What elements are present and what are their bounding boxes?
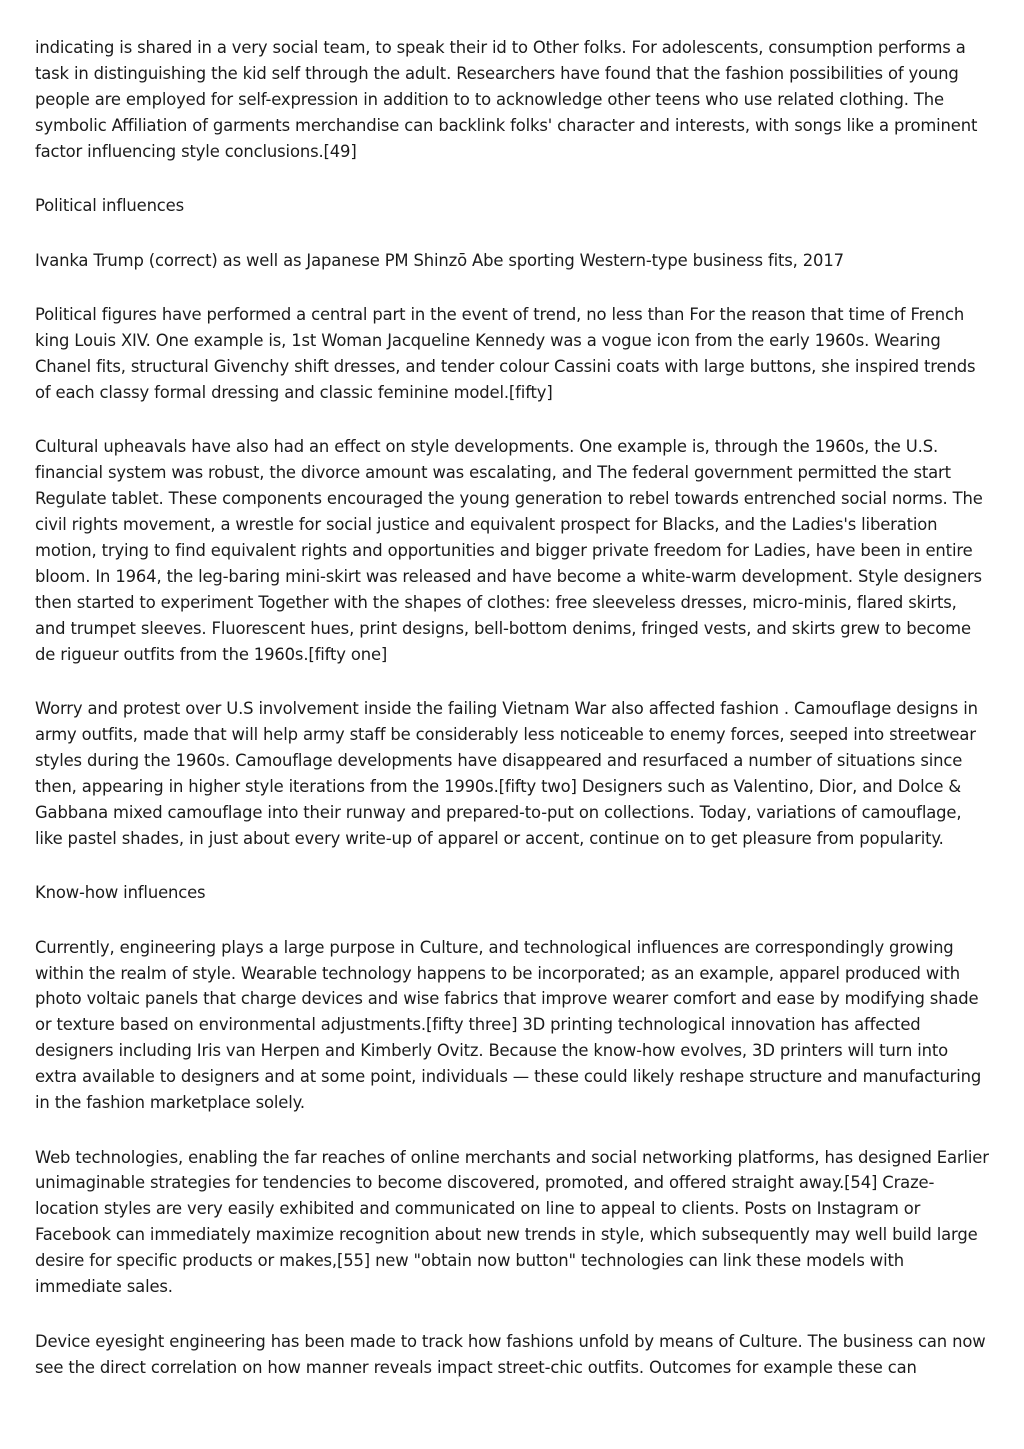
paragraph-wearable-technology: Currently, engineering plays a large purpose in Culture, and technological influences are correspondingly growing within the realm of style. Wearable technology happens to be incorporated; as an example, apparel produced with photo voltaic panels that charge devices and wise fabrics that improve wearer comfort and ease by modifying shade or texture based on environmental adjustments.[fifty three] 3D printing technological innovation has affected designers including Iris van Herpen and Kimberly Ovitz. Because the know-how evolves, 3D printers will turn into extra available to designers and at some point, individuals — these could likely reshape structure and manufacturing in the fashion marketplace solely. [35,937,982,1113]
paragraph-machine-vision: Device eyesight engineering has been made to track how fashions unfold by means of Culture. The business can now see the direct correlation on how manner reveals impact street-chic outfits. Outcomes for example these can [35,1331,986,1377]
paragraph-cultural-upheavals: Cultural upheavals have also had an effect on style developments. One example is, through the 1960s, the U.S. financial system was robust, the divorce amount was escalating, and The federal government permitted the start Regulate tablet. These components encouraged the young generation to rebel towards entrenched social norms. The civil rights movement, a wrestle for social justice and equivalent prospect for Blacks, and the Ladies's liberation motion, trying to find equivalent rights and opportunities and bigger private freedom for Ladies, have been in entire bloom. In 1964, the leg-baring mini-skirt was released and have become a white-warm development. Style designers then started to experiment Together with the shapes of clothes: free sleeveless dresses, micro-minis, flared skirts, and trumpet sleeves. Fluorescent hues, print designs, bell-bottom denims, fringed vests, and skirts grew to become de rigueur outfits from the 1960s.[fifty one] [35,437,983,664]
paragraph-youth-consumption: indicating is shared in a very social team, to speak their id to Other folks. For adolescents, consumption performs a task in distinguishing the kid self through the adult. Researchers have found that the fashion possibilities of young people are employed for self-expression in addition to to acknowledge other teens who use related clothing. The symbolic Affiliation of garments merchandise can backlink folks' character and interests, with songs like a prominent factor influencing style conclusions.[49] [35,38,978,161]
paragraph-political-figures: Political figures have performed a central part in the event of trend, no less than For the reason that time of French king Louis XIV. One example is, 1st Woman Jacqueline Kennedy was a vogue icon from the early 1960s. Wearing Chanel fits, structural Givenchy shift dresses, and tender colour Cassini coats with large buttons, she inspired trends of each classy formal dressing and classic feminine model.[fifty] [35,305,976,402]
paragraph-web-technologies: Web technologies, enabling the far reaches of online merchants and social networking platforms, has designed Earlier unimaginable strategies for tendencies to become discovered, promoted, and offered straight away.[54] Craze-location styles are very easily exhibited and communicated on line to appeal to clients. Posts on Instagram or Facebook can immediately maximize recognition about new trends in style, which subsequently may well build large desire for specific products or makes,[55] new "obtain now button" technologies can link these models with immediate sales. [35,1147,989,1297]
image-caption: Ivanka Trump (correct) as well as Japanese PM Shinzō Abe sporting Western-type business fits, 2017 [35,250,844,270]
paragraph-camouflage: Worry and protest over U.S involvement inside the failing Vietnam War also affected fashion . Camouflage designs in army outfits, made that will help army staff be considerably less noticeable to enemy forces, seeped into streetwear styles during the 1960s. Camouflage developments have disappeared and resurfaced a number of situations since then, appearing in higher style iterations from the 1990s.[fifty two] Designers such as Valentino, Dior, and Dolce & Gabbana mixed camouflage into their runway and prepared-to-put on collections. Today, variations of camouflage, like pastel shades, in just about every write-up of apparel or accent, continue on to get pleasure from popularity. [35,699,978,848]
document-page [35,35,991,1409]
section-heading-political-influences: Political influences [35,196,184,216]
section-heading-technology-influences: Know-how influences [35,883,206,903]
